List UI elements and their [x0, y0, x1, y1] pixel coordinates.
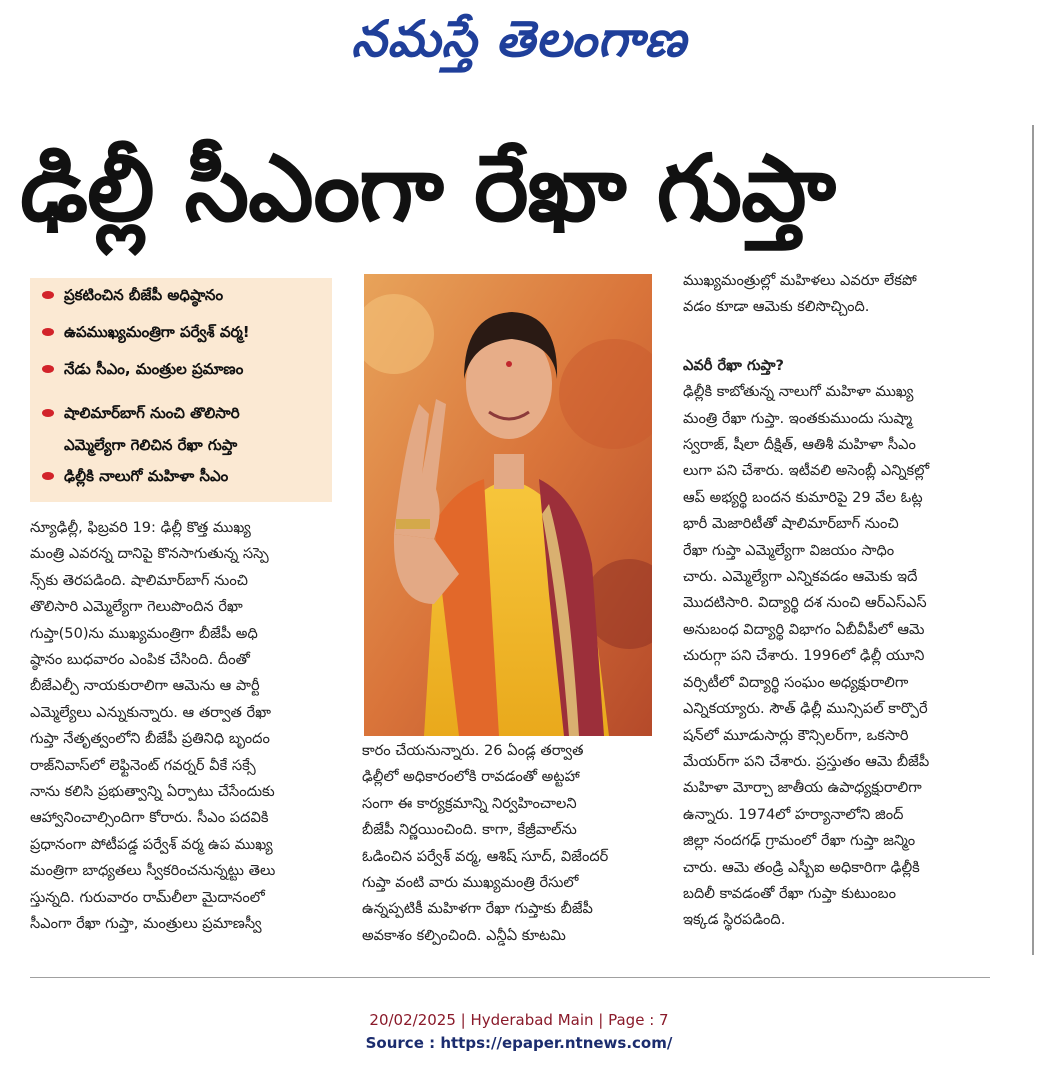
article-line: బీజేపీ నిర్ణయించింది. కాగా, కేజ్రీవాల్‌ను	[362, 821, 577, 839]
highlight-text	[64, 467, 228, 485]
highlight-text	[64, 323, 250, 341]
article-line: బీజేఎల్పీ నాయకురాలిగా ఆమెను ఆ పార్టీ	[30, 677, 260, 695]
bullet-icon	[42, 409, 54, 417]
bullet-icon	[42, 472, 54, 480]
article-line: మొదటిసారి. విద్యార్థి దశ నుంచి ఆర్‌ఎస్‌ఎస్	[683, 594, 927, 612]
highlight-line: ఢిల్లీకి నాలుగో మహిళా సీఎం	[64, 467, 229, 485]
highlight-line: ప్రకటించిన బీజేపీ అధిష్ఠానం	[64, 286, 224, 304]
article-line: ఓడించిన పర్వేశ్ వర్మ, ఆశిష్ సూద్, విజేందర్	[362, 847, 609, 865]
article-line: ఢిల్లీకి కాబోతున్న నాలుగో మహిళా ముఖ్య	[683, 383, 914, 401]
article-line: మంత్రిగా బాధ్యతలు స్వీకరించనున్నట్టు తెలు	[30, 862, 276, 880]
article-line: న్యూఢిల్లీ, ఫిబ్రవరి 19: ఢిల్లీ కొత్త ముఖ్య	[30, 519, 251, 536]
article-line: భారీ మెజారిటీతో షాలిమార్‌బాగ్ నుంచి	[683, 515, 899, 533]
right-column	[683, 268, 983, 934]
article-line: బదిలీ కావడంతో రేఖా గుప్తా కుటుంబం	[683, 884, 897, 902]
highlight-text	[64, 360, 243, 378]
footer-divider	[30, 977, 990, 978]
article-line: వడం కూడా ఆమెకు కలిసొచ్చింది.	[683, 298, 870, 316]
article-line: అవకాశం కల్పించింది. ఎన్డీఏ కూటమి	[362, 926, 566, 944]
article-line: ఢిల్లీలో అధికారంలోకి రావడంతో అట్టహా	[362, 768, 580, 786]
article-line: జిల్లా నందగఢ్ గ్రామంలో రేఖా గుప్తా జన్మిం	[683, 832, 916, 850]
news-photo	[364, 274, 652, 736]
article-line: వర్సిటీలో విద్యార్థి సంఘం అధ్యక్షురాలిగా	[683, 673, 909, 691]
footer-dateline: 20/02/2025 | Hyderabad Main | Page : 7	[369, 1011, 669, 1029]
highlight-text	[64, 286, 223, 304]
footer-source: Source : https://epaper.ntnews.com/	[365, 1034, 673, 1052]
sidebar-subhead: ఎవరీ రేఖా గుప్తా?	[683, 356, 785, 374]
article-line: ఉన్నారు. 1974లో హర్యానాలోని జింద్	[683, 805, 904, 823]
article-line: ప్రధానంగా పోటీపడ్డ పర్వేశ్ వర్మ ఉప ముఖ్య	[30, 835, 273, 853]
highlights-box	[30, 278, 332, 502]
article-line: మహిళా మోర్చా జాతీయ ఉపాధ్యక్షురాలిగా	[683, 779, 922, 797]
highlight-item	[42, 467, 326, 485]
left-column	[30, 515, 336, 938]
article-line: తొలిసారి ఎమ్మెల్యేగా గెలుపొందిన రేఖా	[30, 598, 243, 616]
article-line: ఆహ్వానించాల్సిందిగా కోరారు. సీఎం పదవికి	[30, 809, 269, 827]
bullet-icon	[42, 291, 54, 299]
bullet-icon	[42, 365, 54, 373]
highlight-item	[42, 360, 326, 378]
article-line: గుప్తా వంటి వారు ముఖ్యమంత్రి రేసులో	[362, 874, 579, 892]
article-line: ఆప్ అభ్యర్థి బందన కుమారిపై 29 వేల ఓట్ల	[683, 488, 923, 506]
article-line: మేయర్‌గా పని చేశారు. ప్రస్తుతం ఆమె బీజేపీ	[683, 752, 930, 770]
article-line: ష్ఠానం బుధవారం ఎంపిక చేసింది. దీంతో	[30, 651, 250, 669]
article-line: చారు. ఆమె తండ్రి ఎస్బీఐ అధికారిగా ఢిల్లీకి	[683, 858, 920, 876]
article-line: మంత్రి ఎవరన్న దానిపై కొనసాగుతున్న సస్పె	[30, 545, 269, 563]
article-line: అనుబంధ విద్యార్థి విభాగం ఏబీవీపీలో ఆమె	[683, 620, 925, 638]
highlight-text	[64, 397, 240, 461]
highlight-line: నేడు సీఎం, మంత్రుల ప్రమాణం	[64, 360, 244, 378]
highlight-line: ఎమ్మెల్యేగా గెలిచిన రేఖా గుప్తా	[64, 436, 238, 454]
article-line: ఎమ్మెల్యేలు ఎన్నుకున్నారు. ఆ తర్వాత రేఖా	[30, 703, 271, 721]
article-line: గుప్తా నేతృత్వంలోని బీజేపీ ప్రతినిధి బృందం	[30, 730, 270, 748]
middle-column	[362, 738, 660, 949]
article-line: ఉన్నప్పటికీ మహిళగా రేఖా గుప్తాకు బీజేపీ	[362, 900, 593, 918]
highlight-line: ఉపముఖ్యమంత్రిగా పర్వేశ్ వర్మ!	[64, 323, 250, 341]
article-line: నాను కలిసి ప్రభుత్వాన్ని ఏర్పాటు చేసేందుకు	[30, 783, 275, 801]
article-line: రాజ్‌నివాస్‌లో లెఫ్టినెంట్ గవర్నర్ వీకే సక్సే	[30, 756, 256, 774]
article-line: స్తున్నది. గురువారం రామ్‌లీలా మైదానంలో	[30, 888, 265, 906]
right-margin-rule	[1032, 125, 1034, 955]
masthead-logo: నమస్తే తెలంగాణ	[351, 9, 687, 68]
article-line: చురుగ్గా పని చేశారు. 1996లో ఢిల్లీ యూని	[683, 647, 925, 665]
article-line: సంగా ఈ కార్యక్రమాన్ని నిర్వహించాలని	[362, 794, 577, 812]
highlight-line: షాలిమార్‌బాగ్ నుంచి తొలిసారి	[64, 404, 240, 422]
article-line: న్స్‌కు తెరపడింది. షాలిమార్‌బాగ్ నుంచి	[30, 571, 248, 589]
article-line: ముఖ్యమంత్రుల్లో మహిళలు ఎవరూ లేకపో	[683, 272, 917, 289]
highlight-item	[42, 323, 326, 341]
article-line: చారు. ఎమ్మెల్యేగా ఎన్నికవడం ఆమెకు ఇదే	[683, 568, 918, 586]
article-line: ఇక్కడ స్థిరపడింది.	[683, 911, 786, 929]
highlight-item	[42, 286, 326, 304]
article-line: షన్‌లో మూడుసార్లు కౌన్సిలర్‌గా, ఒకసారి	[683, 726, 909, 744]
article-line: సీఎంగా రేఖా గుప్తా, మంత్రులు ప్రమాణస్వీ	[30, 915, 262, 933]
headline: ఢిల్లీ సీఎంగా రేఖా గుప్తా	[20, 135, 835, 242]
article-line: కారం చేయనున్నారు. 26 ఏండ్ల తర్వాత	[362, 742, 584, 759]
article-line: గుప్తా(50)ను ముఖ్యమంత్రిగా బీజేపీ అధి	[30, 624, 258, 642]
article-line: స్వరాజ్, షీలా దీక్షిత్, ఆతిశీ మహిళా సీఎం	[683, 436, 916, 454]
article-line: మంత్రి రేఖా గుప్తా. ఇంతకుముందు సుష్మా	[683, 409, 913, 427]
article-line: లుగా పని చేశారు. ఇటీవలి అసెంబ్లీ ఎన్నికల్లో	[683, 462, 930, 480]
article-line: ఎన్నికయ్యారు. సౌత్ ఢిల్లీ మున్సిపల్ కార్పొరే	[683, 700, 928, 718]
highlight-item	[42, 397, 326, 461]
article-line: రేఖా గుప్తా ఎమ్మెల్యేగా విజయం సాధిం	[683, 541, 895, 559]
bullet-icon	[42, 328, 54, 336]
